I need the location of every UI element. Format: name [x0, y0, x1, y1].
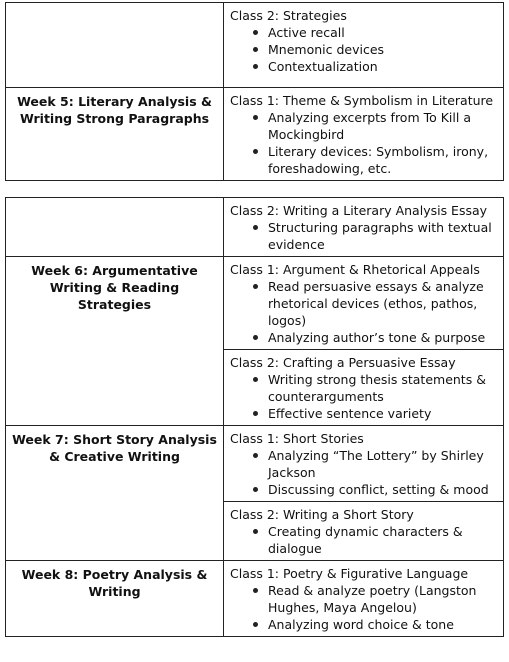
class-cell: [224, 88, 504, 181]
class-title: Class 1: Theme & Symbolism in Literature: [230, 93, 494, 108]
class-title: Class 2: Writing a Short Story: [230, 507, 414, 522]
list-item: Analyzing word choice & tone: [268, 616, 499, 633]
list-item: Effective sentence variety: [268, 405, 499, 422]
class-cell: [224, 257, 504, 350]
class-cell: [224, 502, 504, 561]
table-row: [6, 426, 504, 502]
table-row: [6, 3, 504, 88]
week-cell: Week 8: Poetry Analysis & Writing: [6, 561, 224, 637]
table-row: [6, 561, 504, 637]
bullet-list: [230, 523, 499, 557]
bullet-list: [230, 582, 499, 633]
class-cell: [224, 350, 504, 426]
list-item: Contextualization: [268, 58, 499, 75]
class-title: Class 2: Strategies: [230, 8, 347, 23]
list-item: Creating dynamic characters & dialogue: [268, 523, 499, 557]
bullet-list: [230, 219, 499, 253]
class-title: Class 1: Argument & Rhetorical Appeals: [230, 262, 480, 277]
list-item: Literary devices: Symbolism, irony, foreshadowing, etc.: [268, 143, 499, 177]
curriculum-table-part-2: [5, 197, 504, 637]
table-row: [6, 88, 504, 181]
table-row: [6, 257, 504, 350]
week-cell: [6, 3, 224, 88]
list-item: Mnemonic devices: [268, 41, 499, 58]
list-item: Structuring paragraphs with textual evidence: [268, 219, 499, 253]
list-item: Discussing conflict, setting & mood: [268, 481, 499, 498]
list-item: Analyzing “The Lottery” by Shirley Jackson: [268, 447, 499, 481]
week-cell: Week 6: Argumentative Writing & Reading Strategies: [6, 257, 224, 426]
list-item: Read & analyze poetry (Langston Hughes, Maya Angelou): [268, 582, 499, 616]
bullet-list: [230, 447, 499, 498]
list-item: Read persuasive essays & analyze rhetorical devices (ethos, pathos, logos): [268, 278, 499, 329]
list-item: Analyzing excerpts from To Kill a Mockingbird: [268, 109, 499, 143]
class-title: Class 2: Writing a Literary Analysis Essay: [230, 203, 488, 218]
bullet-list: [230, 278, 499, 346]
curriculum-table-part-1: [5, 2, 504, 181]
week-cell: Week 5: Literary Analysis & Writing Strong Paragraphs: [6, 88, 224, 181]
bullet-list: [230, 109, 499, 177]
week-cell: [6, 198, 224, 257]
list-item: Analyzing author’s tone & purpose: [268, 329, 499, 346]
class-cell: [224, 3, 504, 88]
list-item: Writing strong thesis statements & counterarguments: [268, 371, 499, 405]
list-item: Active recall: [268, 24, 499, 41]
class-title: Class 1: Poetry & Figurative Language: [230, 566, 469, 581]
class-cell: [224, 198, 504, 257]
bullet-list: [230, 24, 499, 75]
bullet-list: [230, 371, 499, 422]
table-row: [6, 198, 504, 257]
class-cell: [224, 561, 504, 637]
class-title: Class 2: Crafting a Persuasive Essay: [230, 355, 456, 370]
week-cell: Week 7: Short Story Analysis & Creative Writing: [6, 426, 224, 561]
class-cell: [224, 426, 504, 502]
class-title: Class 1: Short Stories: [230, 431, 364, 446]
